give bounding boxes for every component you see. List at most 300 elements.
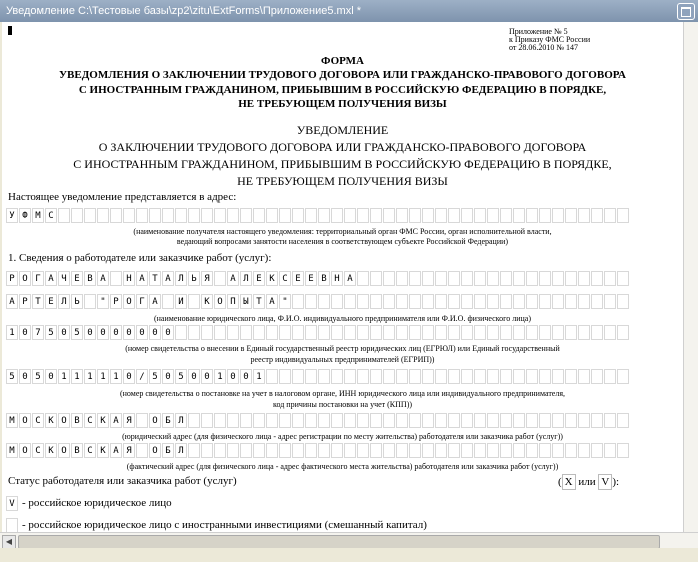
char-cell[interactable]: С [84, 413, 96, 428]
char-cell[interactable] [474, 325, 486, 340]
char-cell[interactable] [448, 369, 460, 384]
char-cell[interactable] [565, 443, 577, 458]
char-cell[interactable] [422, 443, 434, 458]
char-cell[interactable] [552, 325, 564, 340]
char-cell[interactable]: 5 [175, 369, 187, 384]
char-cell[interactable] [474, 413, 486, 428]
char-cell[interactable] [474, 443, 486, 458]
char-cell[interactable] [617, 271, 629, 286]
char-cell[interactable] [565, 271, 577, 286]
char-cell[interactable] [552, 208, 564, 223]
char-cell[interactable] [357, 369, 369, 384]
char-cell[interactable] [240, 413, 252, 428]
char-cell[interactable] [162, 208, 174, 223]
char-cell[interactable]: А [149, 294, 161, 309]
char-cell[interactable] [578, 369, 590, 384]
char-cell[interactable] [136, 443, 148, 458]
char-cell[interactable] [240, 325, 252, 340]
spreadsheet-document[interactable] [2, 22, 683, 532]
char-cell[interactable]: Р [19, 294, 31, 309]
char-cell[interactable]: 0 [240, 369, 252, 384]
char-cell[interactable] [500, 413, 512, 428]
char-cell[interactable] [565, 208, 577, 223]
char-cell[interactable]: В [318, 271, 330, 286]
char-cell[interactable]: 5 [32, 369, 44, 384]
char-cell[interactable] [188, 325, 200, 340]
char-cell[interactable]: 1 [71, 369, 83, 384]
char-cell[interactable] [253, 325, 265, 340]
char-cell[interactable] [201, 413, 213, 428]
char-cell[interactable] [214, 208, 226, 223]
char-cell[interactable] [448, 325, 460, 340]
char-cell[interactable] [227, 325, 239, 340]
char-cell[interactable] [331, 208, 343, 223]
char-cell[interactable]: С [32, 443, 44, 458]
char-cell[interactable] [435, 413, 447, 428]
char-cell[interactable]: А [110, 443, 122, 458]
char-cell[interactable] [435, 208, 447, 223]
char-cell[interactable] [409, 271, 421, 286]
char-cell[interactable] [188, 413, 200, 428]
char-cell[interactable]: 0 [201, 369, 213, 384]
char-cell[interactable] [344, 413, 356, 428]
inn-cells[interactable] [6, 369, 630, 386]
char-cell[interactable] [435, 443, 447, 458]
legal-address-cells[interactable] [6, 413, 630, 430]
char-cell[interactable]: 0 [19, 369, 31, 384]
char-cell[interactable] [84, 294, 96, 309]
char-cell[interactable]: Ф [19, 208, 31, 223]
char-cell[interactable] [370, 325, 382, 340]
char-cell[interactable] [266, 208, 278, 223]
char-cell[interactable]: 0 [162, 325, 174, 340]
char-cell[interactable] [617, 413, 629, 428]
char-cell[interactable]: О [149, 443, 161, 458]
char-cell[interactable] [279, 413, 291, 428]
employer-name-cells[interactable] [6, 271, 630, 288]
char-cell[interactable] [487, 369, 499, 384]
char-cell[interactable] [331, 413, 343, 428]
char-cell[interactable] [331, 294, 343, 309]
char-cell[interactable] [487, 208, 499, 223]
char-cell[interactable] [552, 294, 564, 309]
char-cell[interactable]: Т [253, 294, 265, 309]
char-cell[interactable] [383, 413, 395, 428]
char-cell[interactable] [461, 443, 473, 458]
char-cell[interactable] [331, 443, 343, 458]
char-cell[interactable] [331, 369, 343, 384]
char-cell[interactable] [292, 208, 304, 223]
char-cell[interactable] [448, 413, 460, 428]
char-cell[interactable] [604, 271, 616, 286]
char-cell[interactable] [305, 294, 317, 309]
char-cell[interactable]: Л [58, 294, 70, 309]
char-cell[interactable] [370, 271, 382, 286]
char-cell[interactable] [110, 208, 122, 223]
char-cell[interactable]: 1 [97, 369, 109, 384]
char-cell[interactable] [357, 413, 369, 428]
char-cell[interactable] [305, 443, 317, 458]
char-cell[interactable] [539, 271, 551, 286]
char-cell[interactable]: Н [331, 271, 343, 286]
char-cell[interactable] [344, 208, 356, 223]
char-cell[interactable]: В [71, 443, 83, 458]
char-cell[interactable] [201, 325, 213, 340]
char-cell[interactable] [435, 294, 447, 309]
char-cell[interactable]: Т [32, 294, 44, 309]
scroll-left-icon[interactable]: ◀ [2, 535, 16, 549]
char-cell[interactable] [487, 443, 499, 458]
char-cell[interactable] [266, 325, 278, 340]
char-cell[interactable]: 1 [6, 325, 18, 340]
char-cell[interactable] [318, 208, 330, 223]
char-cell[interactable] [357, 208, 369, 223]
char-cell[interactable] [435, 271, 447, 286]
char-cell[interactable]: Б [162, 413, 174, 428]
char-cell[interactable] [331, 325, 343, 340]
char-cell[interactable] [565, 294, 577, 309]
char-cell[interactable] [513, 294, 525, 309]
char-cell[interactable] [344, 369, 356, 384]
employer-org-cells[interactable] [6, 294, 630, 311]
char-cell[interactable]: 1 [84, 369, 96, 384]
char-cell[interactable] [58, 208, 70, 223]
char-cell[interactable] [396, 271, 408, 286]
char-cell[interactable] [409, 369, 421, 384]
char-cell[interactable] [188, 294, 200, 309]
char-cell[interactable] [552, 443, 564, 458]
char-cell[interactable] [461, 271, 473, 286]
char-cell[interactable]: V [6, 496, 18, 511]
char-cell[interactable] [461, 325, 473, 340]
char-cell[interactable]: Е [292, 271, 304, 286]
char-cell[interactable] [526, 369, 538, 384]
char-cell[interactable]: Л [240, 271, 252, 286]
char-cell[interactable]: К [97, 443, 109, 458]
char-cell[interactable]: К [97, 413, 109, 428]
char-cell[interactable] [409, 208, 421, 223]
char-cell[interactable] [422, 294, 434, 309]
char-cell[interactable] [318, 325, 330, 340]
char-cell[interactable]: Л [175, 271, 187, 286]
char-cell[interactable] [552, 271, 564, 286]
char-cell[interactable]: 1 [58, 369, 70, 384]
char-cell[interactable] [617, 443, 629, 458]
char-cell[interactable]: О [58, 413, 70, 428]
char-cell[interactable] [539, 443, 551, 458]
char-cell[interactable] [461, 369, 473, 384]
char-cell[interactable] [526, 271, 538, 286]
char-cell[interactable] [370, 369, 382, 384]
char-cell[interactable] [448, 443, 460, 458]
char-cell[interactable] [344, 443, 356, 458]
char-cell[interactable]: Б [162, 443, 174, 458]
char-cell[interactable] [617, 369, 629, 384]
char-cell[interactable] [513, 413, 525, 428]
char-cell[interactable] [383, 369, 395, 384]
char-cell[interactable] [526, 413, 538, 428]
char-cell[interactable]: Е [253, 271, 265, 286]
char-cell[interactable] [240, 208, 252, 223]
char-cell[interactable] [396, 325, 408, 340]
char-cell[interactable]: 5 [149, 369, 161, 384]
char-cell[interactable] [617, 325, 629, 340]
char-cell[interactable] [370, 294, 382, 309]
char-cell[interactable] [383, 443, 395, 458]
horizontal-scrollbar[interactable] [0, 532, 698, 549]
char-cell[interactable] [383, 325, 395, 340]
char-cell[interactable]: А [6, 294, 18, 309]
char-cell[interactable] [383, 271, 395, 286]
char-cell[interactable]: А [162, 271, 174, 286]
char-cell[interactable] [318, 369, 330, 384]
char-cell[interactable]: А [344, 271, 356, 286]
char-cell[interactable] [565, 325, 577, 340]
char-cell[interactable]: М [6, 443, 18, 458]
char-cell[interactable] [253, 443, 265, 458]
char-cell[interactable] [513, 369, 525, 384]
char-cell[interactable] [279, 208, 291, 223]
char-cell[interactable]: 5 [71, 325, 83, 340]
char-cell[interactable] [487, 271, 499, 286]
char-cell[interactable] [110, 271, 122, 286]
char-cell[interactable] [305, 413, 317, 428]
char-cell[interactable] [448, 271, 460, 286]
char-cell[interactable]: Л [175, 413, 187, 428]
char-cell[interactable] [578, 413, 590, 428]
char-cell[interactable]: 5 [6, 369, 18, 384]
char-cell[interactable]: Е [305, 271, 317, 286]
char-cell[interactable] [604, 325, 616, 340]
char-cell[interactable] [253, 413, 265, 428]
char-cell[interactable] [227, 413, 239, 428]
char-cell[interactable] [591, 294, 603, 309]
char-cell[interactable] [435, 369, 447, 384]
char-cell[interactable] [344, 294, 356, 309]
char-cell[interactable] [6, 518, 18, 532]
char-cell[interactable] [604, 294, 616, 309]
char-cell[interactable] [565, 369, 577, 384]
char-cell[interactable]: Н [123, 271, 135, 286]
char-cell[interactable]: Ы [240, 294, 252, 309]
char-cell[interactable] [422, 413, 434, 428]
char-cell[interactable]: Е [45, 294, 57, 309]
char-cell[interactable]: О [19, 443, 31, 458]
char-cell[interactable] [513, 271, 525, 286]
scroll-thumb[interactable] [18, 535, 660, 549]
char-cell[interactable] [539, 294, 551, 309]
char-cell[interactable]: К [201, 294, 213, 309]
char-cell[interactable] [136, 413, 148, 428]
char-cell[interactable] [305, 369, 317, 384]
char-cell[interactable] [409, 294, 421, 309]
char-cell[interactable] [396, 443, 408, 458]
char-cell[interactable]: У [6, 208, 18, 223]
char-cell[interactable]: 0 [84, 325, 96, 340]
char-cell[interactable] [188, 443, 200, 458]
char-cell[interactable] [591, 325, 603, 340]
char-cell[interactable] [578, 294, 590, 309]
char-cell[interactable] [461, 413, 473, 428]
char-cell[interactable]: 0 [162, 369, 174, 384]
char-cell[interactable] [539, 208, 551, 223]
char-cell[interactable]: Р [110, 294, 122, 309]
char-cell[interactable] [578, 271, 590, 286]
char-cell[interactable] [474, 271, 486, 286]
char-cell[interactable] [435, 325, 447, 340]
char-cell[interactable]: В [84, 271, 96, 286]
char-cell[interactable]: С [84, 443, 96, 458]
char-cell[interactable]: Я [123, 413, 135, 428]
char-cell[interactable]: С [279, 271, 291, 286]
char-cell[interactable] [266, 443, 278, 458]
char-cell[interactable] [591, 271, 603, 286]
char-cell[interactable] [487, 325, 499, 340]
char-cell[interactable] [175, 325, 187, 340]
char-cell[interactable] [279, 325, 291, 340]
char-cell[interactable]: Ь [71, 294, 83, 309]
char-cell[interactable]: 0 [97, 325, 109, 340]
char-cell[interactable]: 0 [123, 369, 135, 384]
char-cell[interactable] [513, 208, 525, 223]
char-cell[interactable] [422, 325, 434, 340]
char-cell[interactable] [318, 294, 330, 309]
char-cell[interactable]: М [32, 208, 44, 223]
char-cell[interactable] [97, 208, 109, 223]
char-cell[interactable] [565, 413, 577, 428]
char-cell[interactable] [604, 443, 616, 458]
char-cell[interactable] [539, 325, 551, 340]
char-cell[interactable] [552, 369, 564, 384]
char-cell[interactable]: 0 [188, 369, 200, 384]
status-option-1-mark[interactable] [6, 496, 19, 513]
char-cell[interactable] [526, 443, 538, 458]
char-cell[interactable] [370, 413, 382, 428]
char-cell[interactable]: С [45, 208, 57, 223]
char-cell[interactable] [396, 413, 408, 428]
char-cell[interactable]: К [45, 413, 57, 428]
char-cell[interactable]: О [19, 413, 31, 428]
char-cell[interactable]: А [266, 294, 278, 309]
char-cell[interactable]: О [19, 271, 31, 286]
char-cell[interactable]: К [45, 443, 57, 458]
char-cell[interactable] [526, 208, 538, 223]
char-cell[interactable] [396, 208, 408, 223]
char-cell[interactable]: 0 [19, 325, 31, 340]
char-cell[interactable] [396, 369, 408, 384]
char-cell[interactable]: 0 [58, 325, 70, 340]
char-cell[interactable]: 1 [214, 369, 226, 384]
char-cell[interactable]: 0 [123, 325, 135, 340]
char-cell[interactable]: Я [201, 271, 213, 286]
char-cell[interactable] [526, 325, 538, 340]
char-cell[interactable] [175, 208, 187, 223]
char-cell[interactable] [396, 294, 408, 309]
char-cell[interactable] [500, 325, 512, 340]
char-cell[interactable] [279, 443, 291, 458]
char-cell[interactable] [305, 325, 317, 340]
char-cell[interactable] [305, 208, 317, 223]
char-cell[interactable]: Я [123, 443, 135, 458]
char-cell[interactable]: Г [32, 271, 44, 286]
char-cell[interactable]: 0 [227, 369, 239, 384]
char-cell[interactable] [318, 443, 330, 458]
char-cell[interactable] [409, 325, 421, 340]
char-cell[interactable] [227, 443, 239, 458]
char-cell[interactable] [292, 325, 304, 340]
char-cell[interactable] [370, 208, 382, 223]
char-cell[interactable]: М [6, 413, 18, 428]
char-cell[interactable] [617, 294, 629, 309]
char-cell[interactable] [357, 294, 369, 309]
char-cell[interactable]: Т [149, 271, 161, 286]
char-cell[interactable] [474, 369, 486, 384]
char-cell[interactable]: П [227, 294, 239, 309]
char-cell[interactable] [591, 369, 603, 384]
char-cell[interactable]: И [175, 294, 187, 309]
char-cell[interactable] [578, 325, 590, 340]
char-cell[interactable] [500, 443, 512, 458]
char-cell[interactable] [292, 294, 304, 309]
char-cell[interactable] [539, 413, 551, 428]
char-cell[interactable] [513, 325, 525, 340]
char-cell[interactable] [71, 208, 83, 223]
char-cell[interactable]: Е [71, 271, 83, 286]
char-cell[interactable]: " [279, 294, 291, 309]
char-cell[interactable] [292, 413, 304, 428]
char-cell[interactable] [591, 443, 603, 458]
maximize-icon[interactable] [677, 3, 695, 20]
vertical-scrollbar[interactable] [683, 22, 698, 532]
char-cell[interactable]: С [32, 413, 44, 428]
char-cell[interactable] [487, 294, 499, 309]
char-cell[interactable] [513, 443, 525, 458]
char-cell[interactable] [344, 325, 356, 340]
char-cell[interactable]: О [58, 443, 70, 458]
char-cell[interactable] [578, 443, 590, 458]
char-cell[interactable]: О [123, 294, 135, 309]
char-cell[interactable] [591, 413, 603, 428]
char-cell[interactable] [201, 443, 213, 458]
char-cell[interactable]: А [97, 271, 109, 286]
char-cell[interactable] [214, 325, 226, 340]
char-cell[interactable] [188, 208, 200, 223]
char-cell[interactable] [357, 271, 369, 286]
char-cell[interactable] [617, 208, 629, 223]
char-cell[interactable]: 0 [136, 325, 148, 340]
char-cell[interactable]: О [149, 413, 161, 428]
egr-cells[interactable] [6, 325, 630, 342]
char-cell[interactable] [149, 208, 161, 223]
char-cell[interactable]: А [45, 271, 57, 286]
char-cell[interactable] [266, 413, 278, 428]
char-cell[interactable]: В [71, 413, 83, 428]
char-cell[interactable] [591, 208, 603, 223]
char-cell[interactable] [578, 208, 590, 223]
char-cell[interactable] [448, 294, 460, 309]
char-cell[interactable] [422, 208, 434, 223]
char-cell[interactable] [318, 413, 330, 428]
char-cell[interactable] [84, 208, 96, 223]
char-cell[interactable]: 0 [45, 369, 57, 384]
actual-address-cells[interactable] [6, 443, 630, 460]
char-cell[interactable] [136, 208, 148, 223]
char-cell[interactable]: / [136, 369, 148, 384]
char-cell[interactable] [526, 294, 538, 309]
char-cell[interactable] [487, 413, 499, 428]
char-cell[interactable] [123, 208, 135, 223]
char-cell[interactable]: Ь [188, 271, 200, 286]
